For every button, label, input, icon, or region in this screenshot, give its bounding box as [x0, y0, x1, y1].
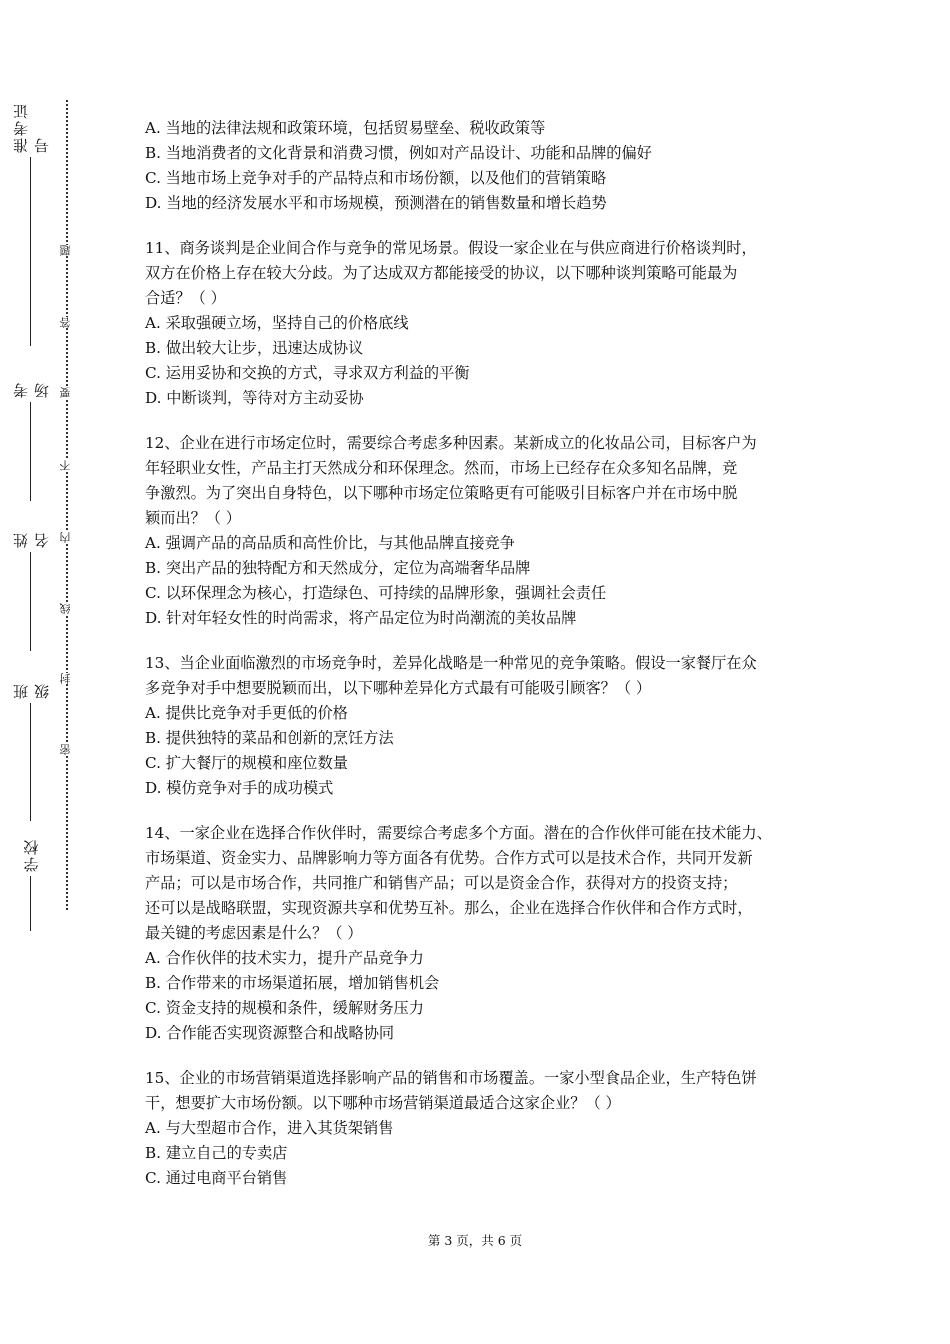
- seal-char: 要: [59, 387, 72, 398]
- seal-char: 内: [59, 532, 72, 543]
- question-stem-line: 干，想要扩大市场份额。以下哪种市场营销渠道最适合这家企业？（ ）: [145, 1094, 621, 1112]
- seal-char: 题: [59, 245, 72, 256]
- fill-line: [31, 703, 32, 821]
- exam-room-label: 考场: [12, 381, 51, 399]
- school-label: 学校: [22, 838, 41, 872]
- seal-char: 线: [59, 603, 72, 614]
- question-list: [145, 116, 835, 1191]
- question-13: [145, 651, 835, 801]
- seal-char: 密: [59, 744, 72, 755]
- question-stem-line: 合适？（ ）: [145, 289, 226, 307]
- question-11: [145, 236, 835, 411]
- option-a: A. 提供比竞争对手更低的价格: [145, 704, 348, 722]
- question-stem-line: 产品；可以是市场合作，共同推广和销售产品；可以是资金合作，获得对方的投资支持；: [145, 874, 738, 892]
- question-stem-line: 年轻职业女性，产品主打天然成分和环保理念。然而，市场上已经存在众多知名品牌，竞: [145, 459, 738, 477]
- option-b: B. 当地消费者的文化背景和消费习惯，例如对产品设计、功能和品牌的偏好: [145, 144, 652, 162]
- question-stem-line: 争激烈。为了突出自身特色，以下哪种市场定位策略更有可能吸引目标客户并在市场中脱: [145, 484, 738, 502]
- option-a: A. 与大型超市合作，进入其货架销售: [145, 1119, 394, 1137]
- seal-dotted-line: [66, 100, 68, 910]
- school-field: [22, 835, 40, 935]
- class-label: 班级: [12, 681, 51, 699]
- question-stem-line: 颖而出？（ ）: [145, 509, 241, 527]
- option-d: D. 合作能否实现资源整合和战略协同: [145, 1024, 395, 1042]
- seal-char: 不: [59, 460, 72, 471]
- question-stem-line: 13、当企业面临激烈的市场竞争时，差异化战略是一种常见的竞争策略。假设一家餐厅在众: [145, 654, 757, 672]
- option-b: B. 提供独特的菜品和创新的烹饪方法: [145, 729, 394, 747]
- option-c: C. 当地市场上竞争对手的产品特点和市场份额，以及他们的营销策略: [145, 169, 607, 187]
- option-b: B. 做出较大让步，迅速达成协议: [145, 339, 364, 357]
- option-b: B. 建立自己的专卖店: [145, 1144, 288, 1162]
- fill-line: [31, 876, 32, 931]
- option-c: C. 通过电商平台销售: [145, 1169, 288, 1187]
- page-number-footer: 第 3 页，共 6 页: [427, 1233, 523, 1248]
- exam-room-field: [12, 365, 51, 505]
- question-10-options: [145, 116, 835, 216]
- seal-char: 答: [59, 317, 72, 328]
- option-d: D. 模仿竞争对手的成功模式: [145, 779, 334, 797]
- option-c: C. 资金支持的规模和条件，缓解财务压力: [145, 999, 424, 1017]
- name-field: [12, 515, 51, 655]
- fill-line: [31, 157, 32, 346]
- name-label: 姓名: [12, 531, 51, 549]
- option-d: D. 针对年轻女性的时尚需求，将产品定位为时尚潮流的美妆品牌: [145, 609, 577, 627]
- seal-char: 封: [59, 673, 72, 684]
- option-c: C. 以环保理念为核心，打造绿色、可持续的品牌形象，强调社会责任: [145, 584, 607, 602]
- question-stem-line: 双方在价格上存在较大分歧。为了达成双方都能接受的协议，以下哪种谈判策略可能最为: [145, 264, 738, 282]
- question-stem-line: 市场渠道、资金实力、品牌影响力等方面各有优势。合作方式可以是技术合作，共同开发新: [145, 849, 753, 867]
- fill-line: [31, 403, 32, 502]
- question-14: [145, 821, 835, 1046]
- question-stem-line: 最关键的考虑因素是什么？（ ）: [145, 924, 363, 942]
- option-a: A. 强调产品的高品质和高性价比，与其他品牌直接竞争: [145, 534, 515, 552]
- question-stem-line: 12、企业在进行市场定位时，需要综合考虑多种因素。某新成立的化妆品公司，目标客户为: [145, 434, 757, 452]
- question-stem-line: 还可以是战略联盟，实现资源共享和优势互补。那么，企业在选择合作伙伴和合作方式时，: [145, 899, 753, 917]
- question-stem-line: 14、一家企业在选择合作伙伴时，需要综合考虑多个方面。潜在的合作伙伴可能在技术能力、: [145, 824, 772, 842]
- question-stem-line: 多竞争对手中想要脱颖而出，以下哪种差异化方式最有可能吸引顾客？（ ）: [145, 679, 652, 697]
- question-stem-line: 11、商务谈判是企业间合作与竞争的常见场景。假设一家企业在与供应商进行价格谈判时，: [145, 239, 757, 257]
- class-field: [12, 665, 51, 825]
- question-15: [145, 1066, 835, 1191]
- question-stem-line: 15、企业的市场营销渠道选择影响产品的销售和市场覆盖。一家小型食品企业，生产特色饼: [145, 1069, 757, 1087]
- fill-line: [31, 553, 32, 652]
- option-a: A. 合作伙伴的技术实力，提升产品竞争力: [145, 949, 424, 967]
- question-12: [145, 431, 835, 631]
- option-d: D. 中断谈判，等待对方主动妥协: [145, 389, 364, 407]
- exam-number-field: [12, 85, 51, 350]
- option-c: C. 扩大餐厅的规模和座位数量: [145, 754, 348, 772]
- option-a: A. 采取强硬立场，坚持自己的价格底线: [145, 314, 409, 332]
- option-b: B. 合作带来的市场渠道拓展，增加销售机会: [145, 974, 440, 992]
- exam-number-label: 准考证号: [12, 101, 51, 153]
- option-c: C. 运用妥协和交换的方式，寻求双方利益的平衡: [145, 364, 470, 382]
- option-b: B. 突出产品的独特配方和天然成分，定位为高端奢华品牌: [145, 559, 531, 577]
- option-a: A. 当地的法律法规和政策环境，包括贸易壁垒、税收政策等: [145, 119, 546, 137]
- option-d: D. 当地的经济发展水平和市场规模，预测潜在的销售数量和增长趋势: [145, 194, 607, 212]
